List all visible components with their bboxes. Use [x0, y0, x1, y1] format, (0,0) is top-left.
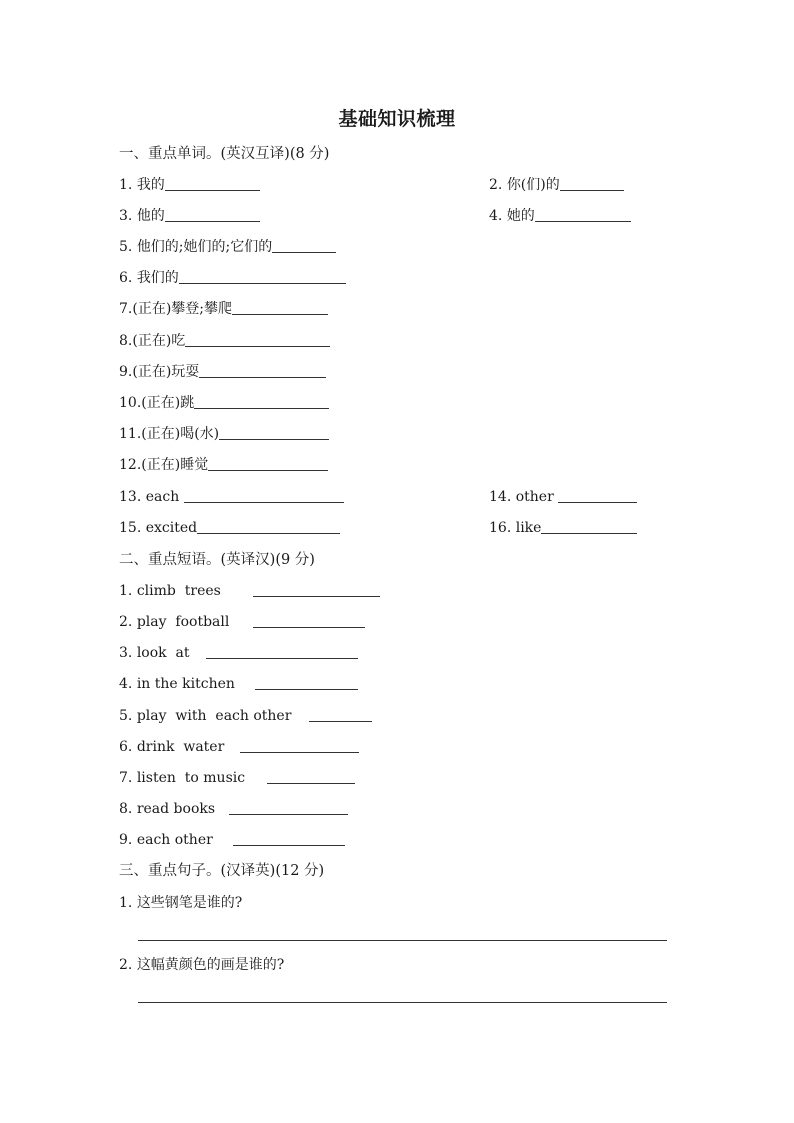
- item-text: other: [515, 489, 554, 505]
- page-title: 基础知识梳理: [338, 108, 456, 130]
- item-number: 3.: [119, 645, 133, 661]
- word-item-6: [119, 269, 346, 287]
- word-item-1: [119, 176, 260, 194]
- answer-blank[interactable]: [185, 332, 330, 347]
- item-number: 9.: [119, 364, 133, 380]
- item-number: 7.: [119, 301, 133, 317]
- phrase-item-7: [119, 769, 355, 787]
- phrase-item-5: [119, 707, 372, 725]
- item-text: 我们的: [136, 270, 179, 286]
- phrase-item-3: [119, 644, 358, 662]
- item-text: each: [145, 489, 180, 505]
- word-item-2: [489, 176, 624, 194]
- item-text: 这幅黄颜色的画是谁的?: [136, 957, 285, 973]
- word-item-12: [119, 456, 328, 474]
- phrase-item-4: [119, 675, 358, 693]
- item-text: (正在)跳: [141, 395, 195, 411]
- item-text: (正在)吃: [132, 333, 186, 349]
- item-text: (正在)玩耍: [132, 364, 200, 380]
- answer-blank[interactable]: [165, 207, 260, 222]
- item-number: 16.: [489, 520, 512, 536]
- answer-blank[interactable]: [309, 707, 372, 722]
- item-number: 6.: [119, 739, 133, 755]
- item-number: 11.: [119, 426, 142, 442]
- phrase-item-2: [119, 613, 365, 631]
- item-number: 1.: [119, 895, 133, 911]
- answer-blank[interactable]: [232, 300, 328, 315]
- item-number: 14.: [489, 489, 512, 505]
- item-text: like: [515, 520, 542, 536]
- item-text: 她的: [506, 208, 535, 224]
- sentence-item-1: [119, 894, 242, 912]
- item-text: in the kitchen: [136, 676, 235, 692]
- item-text: excited: [145, 520, 198, 536]
- item-number: 7.: [119, 770, 133, 786]
- answer-blank[interactable]: [240, 738, 359, 753]
- sentence-answer-line-1[interactable]: [138, 940, 667, 941]
- answer-blank[interactable]: [253, 582, 380, 597]
- item-number: 2.: [489, 177, 503, 193]
- answer-blank[interactable]: [206, 644, 358, 659]
- word-item-10: [119, 394, 329, 412]
- item-number: 12.: [119, 457, 142, 473]
- word-item-13: [119, 488, 344, 506]
- item-text: drink water: [136, 739, 225, 755]
- answer-blank[interactable]: [197, 519, 340, 534]
- answer-blank[interactable]: [253, 613, 365, 628]
- item-number: 9.: [119, 832, 133, 848]
- item-number: 1.: [119, 583, 133, 599]
- word-item-11: [119, 425, 329, 443]
- phrase-item-1: [119, 582, 380, 600]
- item-number: 3.: [119, 208, 133, 224]
- answer-blank[interactable]: [267, 769, 355, 784]
- word-item-9: [119, 363, 326, 381]
- item-number: 1.: [119, 177, 133, 193]
- item-number: 4.: [119, 676, 133, 692]
- word-item-8: [119, 332, 330, 350]
- answer-blank[interactable]: [194, 394, 329, 409]
- answer-blank[interactable]: [272, 238, 336, 253]
- sentence-item-2: [119, 956, 284, 974]
- phrase-item-6: [119, 738, 359, 756]
- answer-blank[interactable]: [558, 488, 637, 503]
- item-text: 这些钢笔是谁的?: [136, 895, 243, 911]
- item-number: 6.: [119, 270, 133, 286]
- answer-blank[interactable]: [541, 519, 637, 534]
- item-text: climb trees: [136, 583, 221, 599]
- answer-blank[interactable]: [199, 363, 326, 378]
- item-number: 15.: [119, 520, 142, 536]
- answer-blank[interactable]: [184, 488, 344, 503]
- section-heading-sentences: 三、重点句子。(汉译英)(12 分): [119, 863, 325, 879]
- word-item-3: [119, 207, 260, 225]
- item-number: 4.: [489, 208, 503, 224]
- item-text: play with each other: [136, 708, 292, 724]
- phrase-item-8: [119, 800, 348, 818]
- answer-blank[interactable]: [165, 176, 260, 191]
- item-text: listen to music: [136, 770, 246, 786]
- item-text: 他们的;她们的;它们的: [136, 239, 273, 255]
- word-item-15: [119, 519, 340, 537]
- item-text: 你(们)的: [506, 177, 560, 193]
- answer-blank[interactable]: [560, 176, 624, 191]
- sentence-answer-line-2[interactable]: [138, 1002, 667, 1003]
- item-number: 13.: [119, 489, 142, 505]
- word-item-16: [489, 519, 637, 537]
- section-heading-phrases: 二、重点短语。(英译汉)(9 分): [119, 552, 315, 568]
- answer-blank[interactable]: [255, 675, 358, 690]
- answer-blank[interactable]: [208, 456, 328, 471]
- item-number: 5.: [119, 239, 133, 255]
- item-number: 8.: [119, 801, 133, 817]
- item-number: 10.: [119, 395, 142, 411]
- answer-blank[interactable]: [535, 207, 631, 222]
- item-text: (正在)睡觉: [141, 457, 209, 473]
- item-text: play football: [136, 614, 230, 630]
- item-text: 我的: [136, 177, 165, 193]
- word-item-4: [489, 207, 631, 225]
- word-item-7: [119, 300, 328, 318]
- item-text: each other: [136, 832, 213, 848]
- item-text: (正在)攀登;攀爬: [132, 301, 232, 317]
- answer-blank[interactable]: [229, 800, 348, 815]
- answer-blank[interactable]: [219, 425, 329, 440]
- item-text: look at: [136, 645, 190, 661]
- phrase-item-9: [119, 831, 345, 849]
- answer-blank[interactable]: [179, 269, 346, 284]
- item-text: read books: [136, 801, 216, 817]
- item-text: 他的: [136, 208, 165, 224]
- item-number: 2.: [119, 614, 133, 630]
- word-item-5: [119, 238, 336, 256]
- item-number: 2.: [119, 957, 133, 973]
- word-item-14: [489, 488, 637, 506]
- item-number: 8.: [119, 333, 133, 349]
- section-heading-words: 一、重点单词。(英汉互译)(8 分): [119, 146, 330, 162]
- item-number: 5.: [119, 708, 133, 724]
- item-text: (正在)喝(水): [141, 426, 220, 442]
- answer-blank[interactable]: [233, 831, 345, 846]
